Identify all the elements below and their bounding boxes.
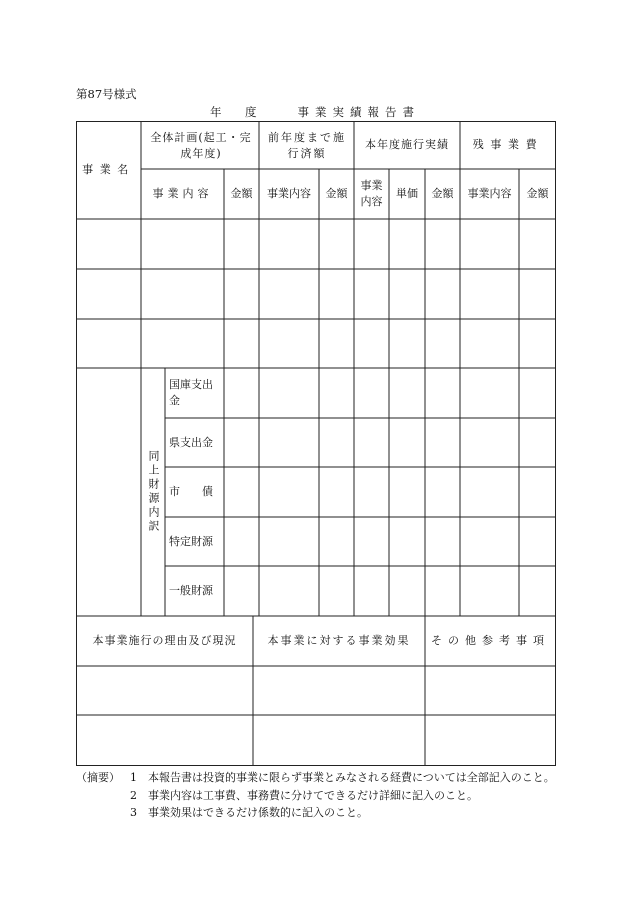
- prior-year-header: 前年度まで施行済額: [268, 131, 346, 160]
- overall-plan-header: 全体計画(起工・完成年度): [150, 131, 252, 160]
- funding-prefecture: 県支出金: [169, 435, 213, 449]
- other-notes-header: その他参考事項: [431, 634, 550, 647]
- note-number: 1: [130, 771, 137, 784]
- note-item: [76, 769, 576, 787]
- note-text: 事業内容は工事費、事務費に分けてできるだけ詳細に記入のこと。: [148, 788, 478, 802]
- note-number: 2: [130, 788, 137, 802]
- subheader-content-remaining: 事業内容: [467, 187, 512, 200]
- subheader-content-prior: 事業内容: [267, 187, 311, 200]
- subheader-content-current: 事業内容: [360, 179, 383, 208]
- effect-header: 本事業に対する事業効果: [267, 634, 411, 647]
- funding-municipal-bond: 市 債: [169, 485, 213, 498]
- note-item: [76, 804, 576, 822]
- subheader-amount-plan: 金額: [230, 187, 253, 200]
- subheader-amount-current: 金額: [431, 187, 454, 200]
- report-title: 年 度 事業実績報告書: [210, 105, 420, 119]
- subheader-amount-prior: 金額: [325, 187, 348, 200]
- funding-national: 国庫支出金: [169, 378, 213, 407]
- reason-header: 本事業施行の理由及び現況: [92, 634, 237, 647]
- funding-breakdown-label: 同上財源内訳: [147, 450, 160, 534]
- funding-specific: 特定財源: [169, 534, 213, 548]
- subheader-content-plan: 事業内容: [152, 187, 213, 200]
- report-table: [76, 121, 556, 766]
- subheader-amount-remaining: 金額: [526, 187, 549, 200]
- this-year-header: 本年度施行実績: [365, 138, 449, 151]
- form-number: 第87号様式: [76, 87, 137, 101]
- project-name-header: 事業名: [82, 163, 135, 176]
- notes-heading: （摘要）: [76, 771, 120, 784]
- note-text: 本報告書は投資的事業に限らず事業とみなされる経費については全部記入のこと。: [148, 771, 555, 784]
- remaining-cost-header: 残事業費: [472, 138, 544, 151]
- funding-general: 一般財源: [169, 584, 213, 597]
- subheader-unit-price: 単価: [396, 187, 418, 200]
- notes: [76, 769, 576, 822]
- note-text: 事業効果はできるだけ係数的に記入のこと。: [148, 806, 368, 819]
- note-item: [76, 787, 576, 805]
- note-number: 3: [130, 806, 137, 819]
